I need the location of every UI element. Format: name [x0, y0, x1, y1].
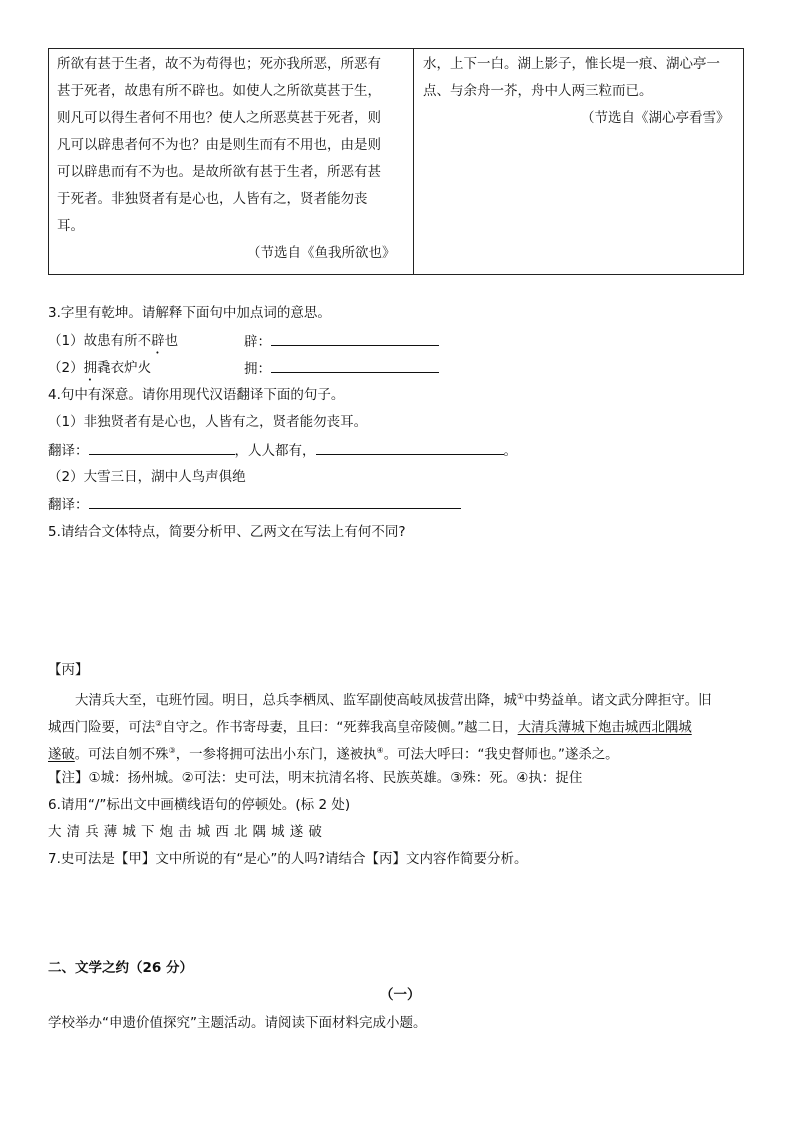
q6-char[interactable]: 城: [122, 824, 136, 840]
q6-character-row[interactable]: [48, 822, 327, 842]
right-passage-line: 水，上下一白。湖上影子，惟长堤一痕、湖心亭一: [423, 56, 720, 72]
table-divider: [413, 49, 414, 274]
question-6-title: 6.请用“/”标出文中画横线语句的停顿处。(标 2 处): [48, 797, 351, 813]
q6-char[interactable]: 炮: [159, 824, 174, 840]
left-passage-line: 耳。: [57, 218, 84, 234]
footnote-mark: ④: [376, 746, 384, 755]
q6-char[interactable]: 兵: [85, 824, 99, 840]
passage-bing-line-1: [75, 687, 712, 711]
bing-text: 。可法自刎不殊: [74, 747, 169, 763]
answer-blank[interactable]: [89, 440, 235, 455]
left-passage-line: 则凡可以得生者何不用也？使人之所恶莫甚于死者，则: [57, 110, 381, 126]
section-2-intro: 学校举办“申遗价值探究”主题活动。请阅读下面材料完成小题。: [48, 1015, 427, 1031]
question-4-title: 4.句中有深意。请你用现代汉语翻译下面的句子。: [48, 387, 345, 403]
question-3-item-1: [48, 331, 178, 357]
footnote-mark: ①: [516, 692, 525, 701]
q3-item2-answer-line[interactable]: [244, 358, 439, 379]
left-passage-line: 于死者。非独贤者有是心也，人皆有之，贤者能勿丧: [57, 191, 368, 207]
q3-item2-post: 毳衣炉火: [97, 360, 152, 376]
question-5-title: 5.请结合文体特点，简要分析甲、乙两文在写法上有何不同?: [48, 524, 406, 540]
section-2-title: 二、文学之约（26 分）: [48, 960, 193, 976]
q6-char[interactable]: 西: [215, 824, 229, 840]
question-3-title: 3.字里有乾坤。请解释下面句中加点词的意思。: [48, 305, 331, 321]
q6-char[interactable]: 城: [196, 824, 211, 840]
bing-text: 大清兵大至，屯班竹园。明日，总兵李栖凤、监军副使高岐凤拔营出降，城: [75, 693, 517, 709]
passage-table: [48, 48, 744, 275]
q3-item2-dotted-word: 拥: [83, 360, 98, 376]
q3-item1-answer-line[interactable]: [244, 331, 439, 352]
q6-char[interactable]: 清: [66, 824, 81, 840]
bing-text: 自守之。作书寄母妻，且曰：“死葬我高皇帝陵侧。”越二日，: [162, 720, 518, 736]
bing-text: 城西门险要，可法: [48, 720, 156, 736]
translation-label: 翻译：: [48, 497, 89, 513]
question-4-item-1: （1）非独贤者有是心也，人皆有之，贤者能勿丧耳。: [48, 414, 368, 430]
passage-bing-header: 【丙】: [48, 662, 89, 678]
q3-item1-pre: （1）故患有所不: [48, 333, 152, 349]
left-passage-line: 凡可以辟患者何不为也？由是则生而有不用也，由是则: [57, 137, 381, 153]
left-passage-source: （节选自《鱼我所欲也》: [247, 245, 396, 261]
question-7-title: 7.史可法是【甲】文中所说的有“是心”的人吗?请结合【丙】文内容作简要分析。: [48, 851, 528, 867]
q3-item1-post: 也: [164, 333, 179, 349]
bing-text: 中势益单。诸文武分陴拒守。旧: [524, 693, 712, 709]
q6-char[interactable]: 薄: [103, 824, 118, 840]
left-passage-line: 可以辟患而有不为也。是故所欲有甚于生者，所恶有甚: [57, 164, 381, 180]
answer-blank[interactable]: [271, 358, 439, 373]
q6-char[interactable]: 北: [233, 824, 248, 840]
q6-char[interactable]: 隅: [252, 824, 267, 840]
q6-char[interactable]: 破: [308, 824, 322, 840]
answer-blank[interactable]: [271, 331, 439, 346]
q6-char[interactable]: 大: [48, 824, 62, 840]
q6-char[interactable]: 遂: [289, 824, 304, 840]
right-passage-source: （节选自《湖心亭看雪》: [581, 110, 730, 126]
answer-blank[interactable]: [89, 494, 461, 509]
q6-char[interactable]: 击: [178, 824, 192, 840]
section-2-subtitle: （一）: [380, 987, 421, 1003]
left-passage-line: 所欲有甚于生者，故不为苟得也；死亦我所恶，所恶有: [57, 56, 381, 72]
q3-item2-pre: （2）: [48, 360, 84, 376]
q4-translation-2: [48, 494, 461, 515]
q4-trans1-mid: ，人人都有，: [234, 443, 316, 459]
question-4-item-2: （2）大雪三日，湖中人鸟声俱绝: [48, 469, 246, 485]
q3-item1-dotted-word: 辟: [151, 333, 165, 349]
passage-bing-line-3: [48, 741, 619, 765]
bing-text: 。可法大呼曰：“我史督师也。”遂杀之。: [383, 747, 619, 763]
passage-bing-line-2: [48, 714, 692, 738]
q3-item2-label: 拥：: [244, 361, 271, 377]
footnote-mark: ②: [155, 719, 163, 728]
q3-item1-label: 辟：: [244, 334, 271, 350]
q4-trans1-end: 。: [503, 443, 517, 459]
right-passage-line: 点、与余舟一芥，舟中人两三粒而已。: [423, 83, 653, 99]
question-3-item-2: [48, 358, 151, 384]
underlined-sentence: 大清兵薄城下炮击城西北隅城: [517, 720, 692, 736]
q6-char[interactable]: 下: [140, 824, 155, 840]
bing-text: ，一参将拥可法出小东门，遂被执: [175, 747, 377, 763]
underlined-sentence: 遂破: [48, 747, 75, 763]
q4-translation-1: [48, 440, 517, 461]
q6-char[interactable]: 城: [271, 824, 285, 840]
translation-label: 翻译：: [48, 443, 89, 459]
footnote-mark: ③: [168, 746, 176, 755]
left-passage-line: 甚于死者，故患有所不辟也。如使人之所欲莫甚于生，: [57, 83, 381, 99]
passage-bing-notes: 【注】①城：扬州城。②可法：史可法，明末抗清名将、民族英雄。③殊：死。④执：捉住: [48, 770, 583, 786]
answer-blank[interactable]: [316, 440, 504, 455]
